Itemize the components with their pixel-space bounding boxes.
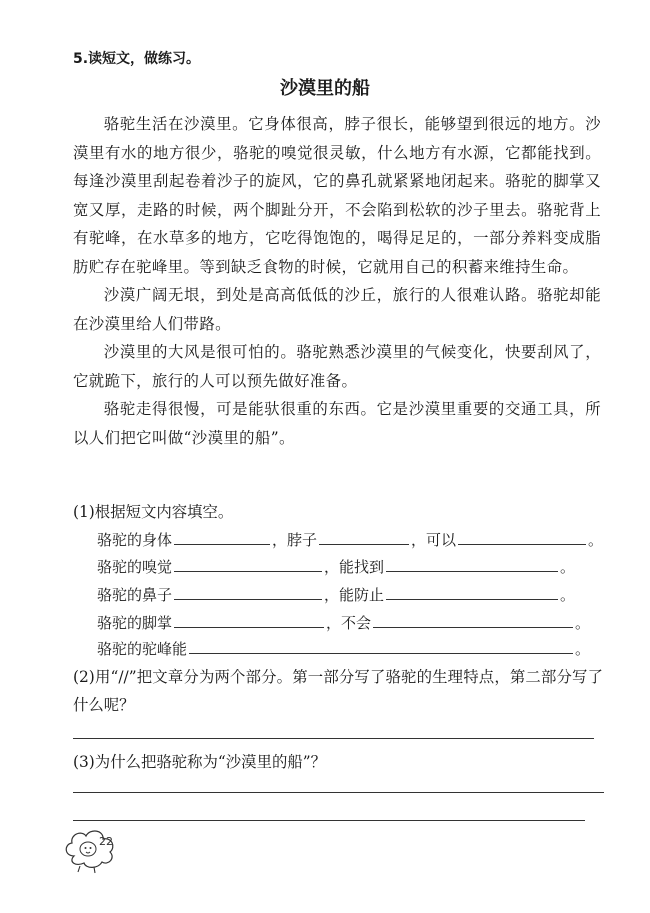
- passage-paragraph-1: 骆驼生活在沙漠里。它身体很高，脖子很长，能够望到很远的地方。沙漠里有水的地方很少，骆驼的嗅觉很灵敏，什么地方有水源，它都能找到。每逢沙漠里刮起卷着沙子的旋风，它的鼻孔就紧紧地闭起来。骆驼的脚掌又宽又厚，走路的时候，两个脚趾分开，不会陷到松软的沙子里去。骆驼背上有驼峰，在水草多的地方，它吃得饱饱的，喝得足足的，一部分养料变成脂肪贮存在驼峰里。等到缺乏食物的时候，它就用自己的积蓄来维持生命。: [73, 115, 601, 276]
- fill-line-3-prefix: 骆驼的鼻子: [97, 586, 173, 604]
- fill-line-4-end: 。: [575, 614, 591, 632]
- passage-paragraph-3: 沙漠里的大风是很可怕的。骆驼熟悉沙漠里的气候变化，快要刮风了，它就跪下，旅行的人可以预先做好准备。: [73, 343, 601, 390]
- fill-line-5-end: 。: [575, 640, 591, 658]
- passage-title: 沙漠里的船: [280, 78, 370, 99]
- fill-line-4-prefix: 骆驼的脚掌: [97, 614, 173, 632]
- blank-not[interactable]: [373, 611, 573, 628]
- fill-line-5: [97, 637, 590, 659]
- blank-body[interactable]: [174, 528, 270, 545]
- fill-line-1-mid2: ，可以: [411, 531, 457, 549]
- passage-paragraph-2: 沙漠广阔无垠，到处是高高低低的沙丘，旅行的人很难认路。骆驼却能在沙漠里给人们带路。: [73, 286, 601, 333]
- fill-line-3: [97, 583, 575, 605]
- question-2: (2)用“//”把文章分为两个部分。第一部分写了骆驼的生理特点，第二部分写了什么呢？: [73, 668, 603, 714]
- passage-paragraph-4: 骆驼走得很慢，可是能驮很重的东西。它是沙漠里重要的交通工具，所以人们把它叫做“沙漠里的船”。: [73, 400, 601, 447]
- fill-line-5-prefix: 骆驼的驼峰能: [97, 640, 188, 658]
- fill-line-4-mid: ，不会: [326, 614, 372, 632]
- fill-line-1-mid: ，脖子: [272, 531, 318, 549]
- answer-line-q2[interactable]: [73, 738, 594, 739]
- answer-line-q3-1[interactable]: [73, 792, 604, 793]
- reading-passage: [73, 110, 601, 452]
- blank-nose[interactable]: [174, 583, 322, 600]
- fill-line-3-mid: ，能防止: [324, 586, 385, 604]
- fill-line-2-prefix: 骆驼的嗅觉: [97, 558, 173, 576]
- fill-line-1: [97, 528, 603, 550]
- page-number: 22: [99, 835, 113, 848]
- cartoon-sheep-icon: [60, 822, 126, 874]
- exercise-instruction: 5.读短文，做练习。: [73, 51, 201, 67]
- blank-can[interactable]: [458, 528, 586, 545]
- question-3: (3)为什么把骆驼称为“沙漠里的船”？: [73, 753, 327, 771]
- answer-line-q3-2[interactable]: [73, 820, 585, 821]
- fill-line-2-end: 。: [560, 558, 576, 576]
- fill-line-2: [97, 555, 575, 577]
- blank-find[interactable]: [386, 555, 558, 572]
- blank-hump[interactable]: [189, 637, 573, 654]
- blank-smell[interactable]: [174, 555, 322, 572]
- blank-foot[interactable]: [174, 611, 324, 628]
- question-1-heading: (1)根据短文内容填空。: [73, 503, 234, 521]
- fill-line-1-prefix: 骆驼的身体: [97, 531, 173, 549]
- blank-neck[interactable]: [319, 528, 409, 545]
- blank-prevent[interactable]: [386, 583, 558, 600]
- fill-line-2-mid: ，能找到: [324, 558, 385, 576]
- fill-line-3-end: 。: [560, 586, 576, 604]
- fill-line-1-end: 。: [588, 531, 604, 549]
- fill-line-4: [97, 611, 590, 633]
